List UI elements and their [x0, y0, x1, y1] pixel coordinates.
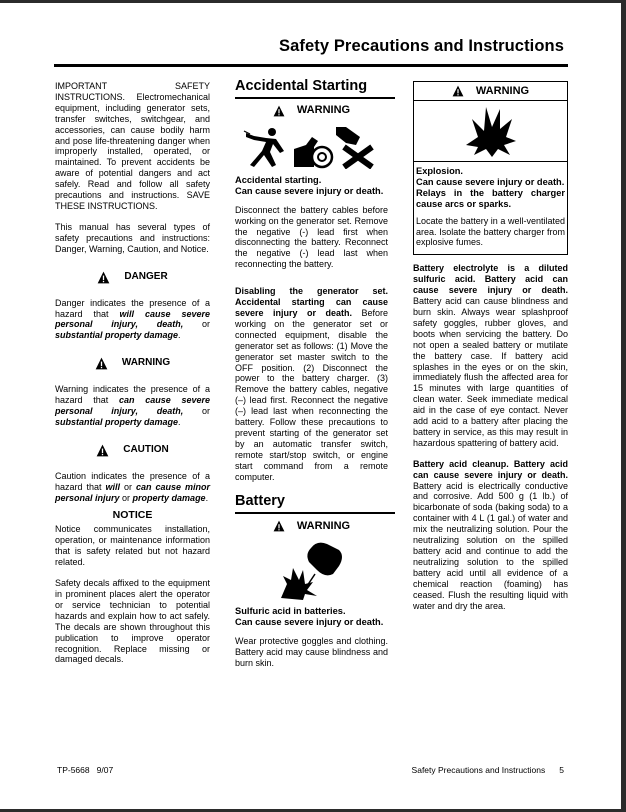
- warning-signal-heading: [55, 357, 210, 370]
- warning-banner: WARNING: [414, 82, 567, 101]
- battery-warning-body: Wear protective goggles and clothing. Battery acid may cause blindness and burn skin.: [235, 636, 388, 668]
- warning-label: WARNING: [121, 357, 171, 369]
- caution-signal-heading: [55, 444, 210, 457]
- warning-title-line2: Can cause severe injury or death.: [416, 176, 565, 187]
- page-number: 5: [559, 765, 564, 775]
- warning-title-line2: Can cause severe injury or death.: [235, 185, 384, 196]
- electrolyte-paragraph: Battery electrolyte is a diluted sulfuric acid. Battery acid can cause severe injury or death. Battery acid can cause blindness and burn skin. Always wear splashproof safety goggles, rubber gloves, and boots when servicing the battery. Do not open a sealed battery or mutilate the battery case. If battery acid splashes in the eyes or on the skin, immediately flush the affected area for 15 minutes with large quantities of clean water. Seek immediate medical aid in the case of eye contact. Never add acid to a battery after placing the battery in service, as this may result in hazardous spattering of battery acid.: [413, 263, 568, 448]
- explosion-warning-box: [413, 81, 568, 255]
- types-paragraph: This manual has several types of safety precautions and instructions: Danger, Warning, Caution, and Notice.: [55, 221, 210, 254]
- danger-signal-heading: [55, 271, 210, 284]
- column-left: [55, 81, 210, 675]
- section-heading-battery: Battery: [235, 493, 285, 510]
- warning-title-line1: Accidental starting.: [235, 174, 322, 185]
- explosion-pictogram: [414, 101, 567, 162]
- footer-right: [412, 765, 564, 775]
- notice-heading: NOTICE: [112, 508, 153, 521]
- warning-box-body: [414, 162, 567, 254]
- warning-banner: WARNING: [235, 520, 388, 532]
- warning-title-line1: Explosion.: [416, 166, 464, 176]
- hazard-pictograms: [235, 125, 388, 169]
- warning-triangle-icon: [273, 105, 285, 117]
- danger-label: DANGER: [124, 270, 168, 282]
- section-rule: [235, 97, 395, 99]
- accidental-starting-body: Disconnect the battery cables before working on the generator set. Remove the negative (-) lead first when disconnecting the battery. Reconnect the negative (-) lead last when reconnecting the battery.: [235, 204, 388, 270]
- caution-description: Caution indicates the presence of a hazard that will or can cause minor personal injury or property damage.: [55, 470, 210, 503]
- warning-triangle-icon: [273, 520, 285, 532]
- decals-paragraph: Safety decals affixed to the equipment in prominent places alert the operator or service technician to potential hazards and explain how to act safely. The decals are shown throughout this publication to improve operator recognition. Replace missing or damaged decals.: [55, 578, 210, 665]
- acid-cleanup-paragraph: Battery acid cleanup. Battery acid can cause severe injury or death. Battery acid is electrically conductive and corrosive. Add 500 g (1 lb.) of bicarbonate of soda (baking soda) to a container with 4 L (1 gal.) of water and mix the neutralizing solution. Pour the neutralizing solution on the spilled battery acid and continue to add the neutralizing solution to the spilled battery acid until all evidence of a chemical reaction (foaming) has ceased. Flush the resulting liquid with water and dry the area.: [413, 458, 568, 611]
- document-page: [0, 3, 621, 809]
- warning-banner: WARNING: [235, 105, 388, 117]
- caution-label: CAUTION: [123, 443, 169, 455]
- acid-splash-icon: [277, 540, 347, 600]
- warning-description: Warning indicates the presence of a hazard that can cause severe personal injury, death, or substantial property damage.: [55, 384, 210, 427]
- warning-title-line1: Sulfuric acid in batteries.: [235, 606, 346, 617]
- column-middle: [235, 78, 388, 679]
- hand-icon: [336, 127, 360, 145]
- section-rule: [235, 512, 395, 514]
- explosion-body: Locate the battery in a well-ventilated area. Isolate the battery charger from explosive fumes.: [416, 215, 565, 248]
- warning-title-line3: Relays in the battery charger cause arcs or sparks.: [416, 187, 565, 209]
- warning-triangle-icon: [452, 85, 464, 97]
- footer-section-title: Safety Precautions and Instructions: [411, 765, 546, 775]
- section-heading-accidental-starting: Accidental Starting: [235, 78, 368, 94]
- warning-title-line2: Can cause severe injury or death.: [235, 617, 384, 628]
- header-rule: [54, 64, 568, 67]
- warning-triangle-icon: [96, 444, 109, 457]
- electrocution-hazard-icon: [242, 125, 382, 169]
- page-header-title: Safety Precautions and Instructions: [279, 37, 564, 55]
- acid-splash-pictogram: [235, 540, 388, 600]
- warning-triangle-icon: [95, 357, 108, 370]
- column-right: [413, 81, 568, 621]
- intro-paragraph: IMPORTANT SAFETY INSTRUCTIONS. Electromechanical equipment, including generator sets, transfer switches, switchgear, and accessories, can cause bodily harm and pose life-threatening danger when improperly installed, operated, or maintained. To prevent accidents be aware of potential dangers and act safely. Read and follow all safety precautions and instructions. SAVE THESE INSTRUCTIONS.: [55, 81, 210, 211]
- danger-description: Danger indicates the presence of a hazard that will cause severe personal injury, death, or substantial property damage.: [55, 297, 210, 341]
- warning-triangle-icon: [97, 271, 110, 284]
- disabling-paragraph: Disabling the generator set. Accidental starting can cause severe injury or death. Before working on the generator set or connected equipment, disable the generator set as follows: (1) Move the generator set master switch to the OFF position. (2) Disconnect the power to the battery charger. (3) Remove the battery cables, negative (–) lead first. Reconnect the negative (–) lead last when reconnecting the battery. Follow these precautions to prevent starting of the generator set by an automatic transfer switch, remote start/stop switch, or engine start command from a remote computer.: [235, 286, 388, 482]
- footer-document-id: TP-5668 9/07: [57, 765, 114, 775]
- explosion-icon: [464, 105, 518, 157]
- notice-description: Notice communicates installation, operation, or maintenance information that is safety related but not hazard related.: [55, 524, 210, 568]
